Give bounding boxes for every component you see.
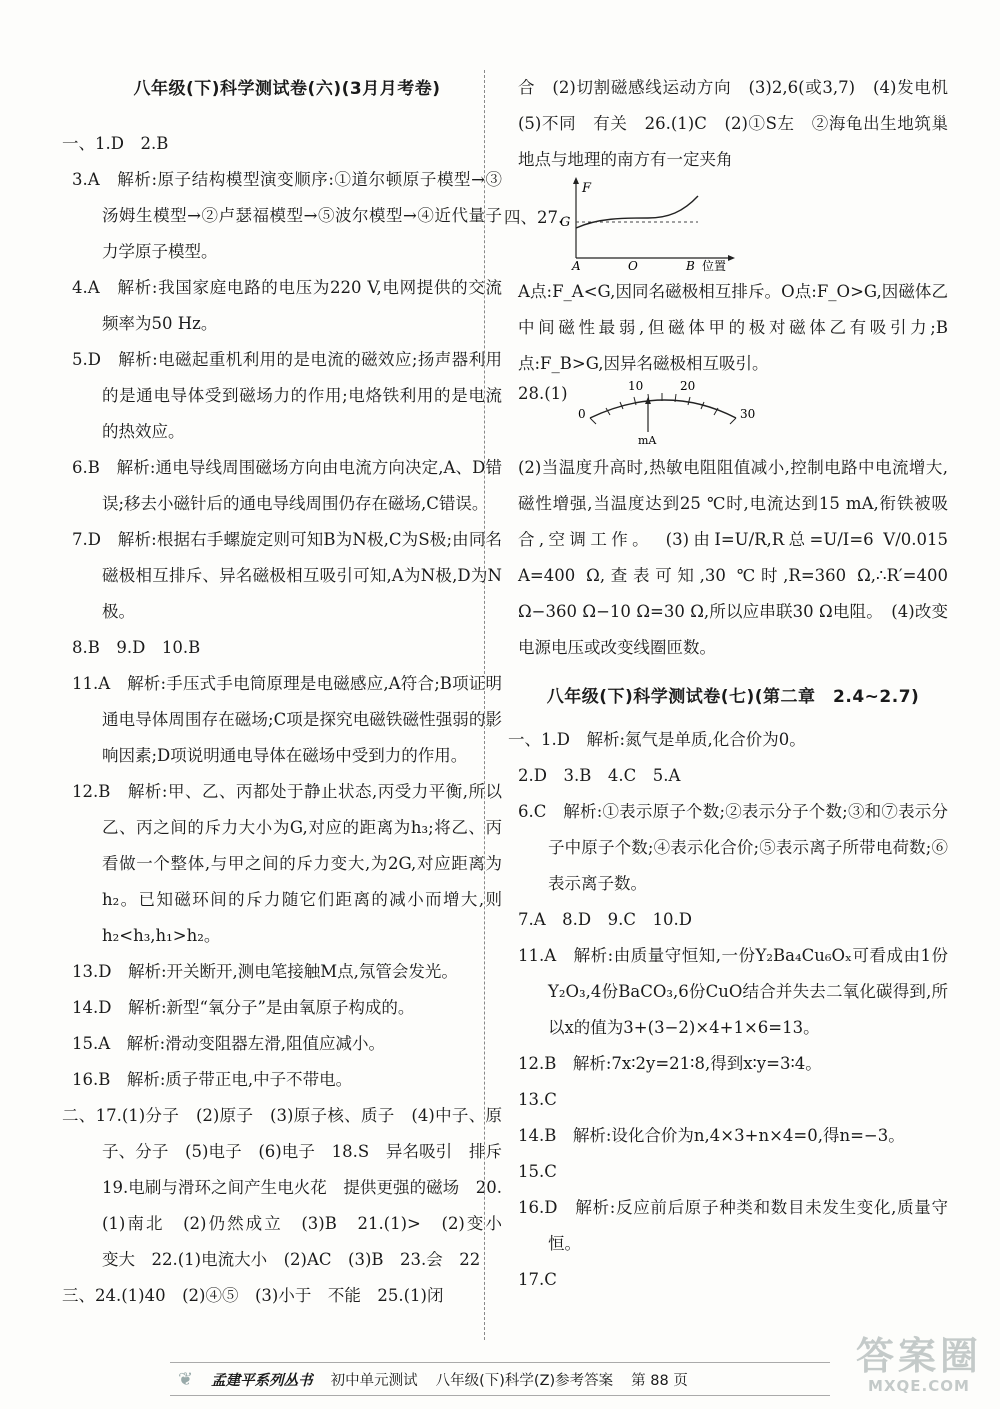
answer-line: 12.B 解析:甲、乙、丙都处于静止状态,丙受力平衡,所以乙、丙之间的斥力大小为G,对应的距离为h₃;将乙、丙看做一个整体,与甲之间的斥力变大,为2G,对应距离为h₂。已知磁环间的斥力随它们距离的减小而增大,则h₂<h₃,h₁>h₂。 xyxy=(72,782,502,945)
answer-line: A点:F_A<G,因同名磁极相互排斥。O点:F_O>G,因磁体乙中间磁性最弱,但磁体甲的极对磁体乙有吸引力;B点:F_B>G,因异名磁极相互吸引。 xyxy=(518,282,948,373)
x-axis-label: 位置 xyxy=(702,259,727,273)
column-divider xyxy=(484,70,485,1340)
answer-line: 4.A 解析:我国家庭电路的电压为220 V,电网提供的交流频率为50 Hz。 xyxy=(72,278,502,333)
answer-line: 2.D 3.B 4.C 5.A xyxy=(518,766,681,785)
g-label: G xyxy=(560,215,571,230)
answer-line: 15.C xyxy=(518,1162,557,1181)
answer-line: 13.D 解析:开关断开,测电笔接触M点,氖管会发光。 xyxy=(72,962,458,981)
dial-tick-30: 30 xyxy=(740,407,756,421)
answer-line: 13.C xyxy=(518,1090,557,1109)
answer-line: 6.B 解析:通电导线周围磁场方向由电流方向决定,A、D错误;移去小磁针后的通电导线周围仍存在磁场,C错误。 xyxy=(72,458,502,513)
answer-line: 17.C xyxy=(518,1270,557,1289)
answer-line: 15.A 解析:滑动变阻器左滑,阻值应减小。 xyxy=(72,1034,385,1053)
answer-line: 二、17.(1)分子 (2)原子 (3)原子核、质子 (4)中子、原子、分子 (5)电子 (6)电子 18.S 异名吸引 排斥 19.电刷与滑环之间产生电火花 提供更强的磁场 20.(1)南北 (2)仍然成立 (3)B 21.(1)> (2)变小 变大 22.(1)电流大小 (2)AC (3)B 23.会 22 xyxy=(62,1106,519,1269)
figure-28-label: 28.(1) xyxy=(518,384,568,403)
dial-tick-10: 10 xyxy=(628,379,644,393)
answer-line: (2)当温度升高时,热敏电阻阻值减小,控制电路中电流增大,磁性增强,当温度达到25 ℃时,电流达到15 mA,衔铁被吸合,空调工作。 (3)由I=U/R,R总=U/I=6 V/0.015 A=400 Ω,查表可知,30 ℃时,R=360 Ω,∴R′=400 Ω−360 Ω−10 Ω=30 Ω,所以应串联30 Ω电阻。 (4)改变电源电压或改变线圈匝数。 xyxy=(518,458,948,657)
page-footer xyxy=(170,1362,830,1396)
dial-tick-0: 0 xyxy=(578,407,586,421)
watermark xyxy=(856,1335,982,1395)
watermark-main: 答案圈 xyxy=(855,1334,982,1378)
answer-line: 8.B 9.D 10.B xyxy=(72,638,201,657)
answer-line: 3.A 解析:原子结构模型演变顺序:①道尔顿原子模型→③汤姆生模型→②卢瑟福模型→⑤波尔模型→④近代量子力学原子模型。 xyxy=(72,170,502,261)
right-column xyxy=(504,70,965,1298)
answer-line: 一、1.D 解析:氮气是单质,化合价为0。 xyxy=(508,730,806,749)
answer-line: 11.A 解析:手压式手电筒原理是电磁感应,A符合;B项证明通电导体周围存在磁场;C项是探究电磁铁磁性强弱的影响因素;D项说明通电导体在磁场中受到力的作用。 xyxy=(72,674,502,765)
dial-tick-20: 20 xyxy=(680,379,696,393)
answer-line: 合 (2)切割磁感线运动方向 (3)2,6(或3,7) (4)发电机 (5)不同 有关 26.(1)C (2)①S左 ②海龟出生地筑巢地点与地理的南方有一定夹角 xyxy=(518,78,965,169)
left-column xyxy=(62,60,519,1314)
answer-line: 14.D 解析:新型“氧分子”是由氧原子构成的。 xyxy=(72,998,415,1017)
test-title-7: 八年级(下)科学测试卷(七)(第二章 2.4~2.7) xyxy=(546,687,920,707)
figure-27-label: 四、27. xyxy=(504,208,564,227)
x-tick-a: A xyxy=(572,259,581,273)
figure-28 xyxy=(518,379,948,447)
y-axis-label: F xyxy=(582,181,592,196)
test-title-6: 八年级(下)科学测试卷(六)(3月月考卷) xyxy=(133,79,441,99)
watermark-url: MXQE.COM xyxy=(868,1377,970,1395)
x-tick-b: B xyxy=(686,259,695,273)
series-name: 孟建平系列丛书 xyxy=(211,1372,313,1389)
force-position-graph xyxy=(560,178,768,273)
answer-line: 16.D 解析:反应前后原子种类和数目未发生变化,质量守恒。 xyxy=(518,1198,948,1253)
leaf-icon: ❦ xyxy=(178,1368,194,1390)
answer-line: 三、24.(1)40 (2)④⑤ (3)小于 不能 25.(1)闭 xyxy=(62,1286,444,1305)
figure-27 xyxy=(504,178,948,273)
book-name: 初中单元测试 xyxy=(330,1372,418,1389)
answer-line: 一、1.D 2.B xyxy=(62,134,169,153)
dial-unit: mA xyxy=(638,434,657,447)
subject-name: 八年级(下)科学(Z)参考答案 xyxy=(435,1372,614,1389)
answer-line: 12.B 解析:7x∶2y=21∶8,得到x∶y=3∶4。 xyxy=(518,1054,822,1073)
answer-line: 16.B 解析:质子带正电,中子不带电。 xyxy=(72,1070,353,1089)
answer-line: 5.D 解析:电磁起重机利用的是电流的磁效应;扬声器利用的是通电导体受到磁场力的作用;电烙铁利用的是电流的热效应。 xyxy=(72,350,502,441)
answer-line: 7.A 8.D 9.C 10.D xyxy=(518,910,692,929)
answer-line: 6.C 解析:①表示原子个数;②表示分子个数;③和⑦表示分子中原子个数;④表示化合价;⑤表示离子所带电荷数;⑥表示离子数。 xyxy=(518,802,948,893)
answer-line: 11.A 解析:由质量守恒知,一份Y₂Ba₄Cu₆Oₓ可看成由1份Y₂O₃,4份BaCO₃,6份CuO结合并失去二氧化碳得到,所以x的值为3+(3−2)×4+1×6=13。 xyxy=(518,946,948,1037)
x-tick-o: O xyxy=(628,259,638,273)
ammeter-dial xyxy=(576,379,776,447)
page-number: 第 88 页 xyxy=(631,1372,688,1389)
answer-line: 14.B 解析:设化合价为n,4×3+n×4=0,得n=−3。 xyxy=(518,1126,905,1145)
answer-line: 7.D 解析:根据右手螺旋定则可知B为N极,C为S极;由同名磁极相互排斥、异名磁极相互吸引可知,A为N极,D为N极。 xyxy=(72,530,502,621)
